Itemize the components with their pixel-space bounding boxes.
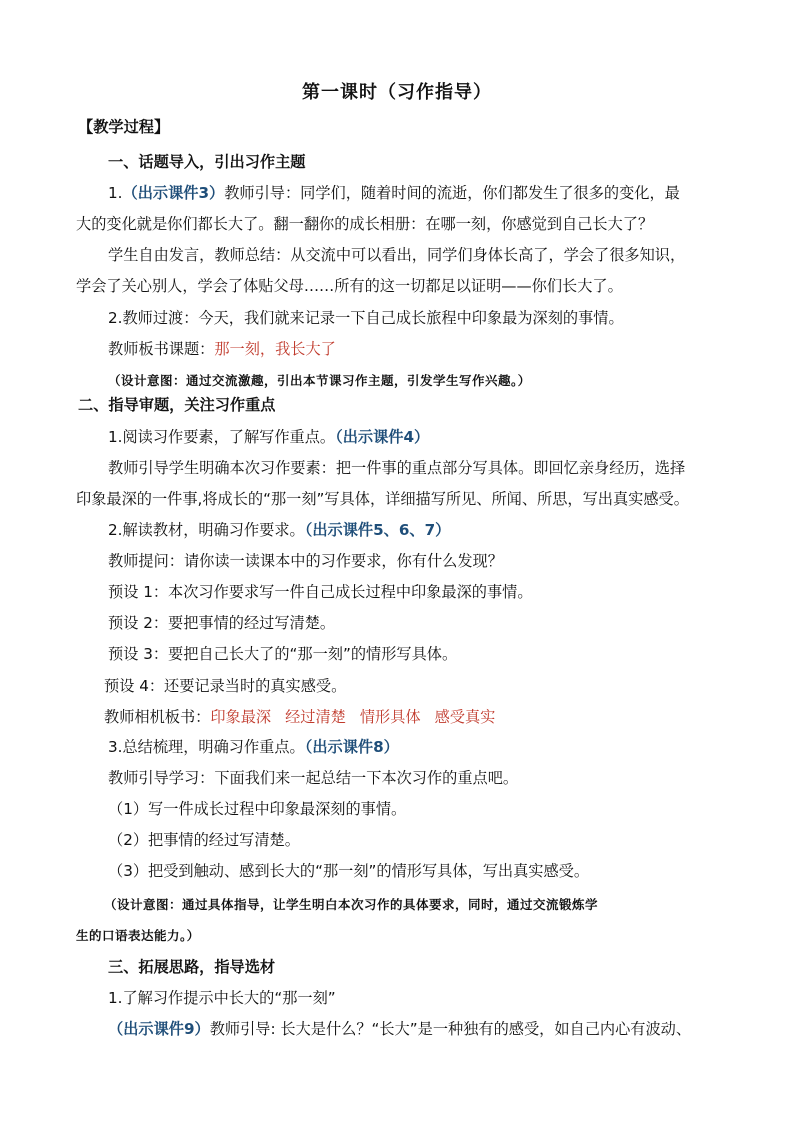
text-line [104,676,346,696]
design-intent: （设计意图：通过具体指导，让学生明白本次习作的具体要求，同时，通过交流锻炼学 [104,897,599,912]
text-line [76,489,689,509]
text-segment: 3.总结梳理，明确习作重点。 [108,738,305,756]
board-writing: 经过清楚 [285,708,346,726]
text-segment: 教师相机板书： [104,708,211,726]
text-segment: 1.了解习作提示中长大的“那一刻” [108,989,336,1007]
text-segment: 2.解读教材，明确习作要求。 [108,521,305,539]
design-intent: （设计意图：通过交流激趣，引出本节课习作主题，引发学生写作兴趣。） [108,373,531,388]
text-segment: （3）把受到触动、感到长大的“那一刻”的情形写具体，写出真实感受。 [108,862,590,880]
text-line [108,152,305,172]
text-line [108,768,518,788]
text-segment: 教师引导学生明确本次习作要素：把一件事的重点部分写具体。即回忆亲身经历，选择 [108,459,686,477]
design-note [108,370,531,391]
text-line [108,245,685,265]
text-segment: 教师提问：请你读一读课本中的习作要求，你有什么发现？ [108,552,503,570]
section-heading: 三、拓展思路，指导选材 [108,958,276,976]
text-line [108,957,275,977]
text-segment: 学生自由发言，教师总结：从交流中可以看出，同学们身体长高了，学会了很多知识， [108,246,686,264]
text-segment: 学会了关心别人，学会了体贴父母……所有的这一切都足以证明——你们长大了。 [76,277,623,295]
design-note [104,894,598,915]
text-segment: 教师引导：同学们，随着时间的流逝，你们都发生了很多的变化，最 [224,184,680,202]
text-line [108,427,429,447]
text-segment: 预设 2：要把事情的经过写清楚。 [108,614,336,632]
text-segment: 大的变化就是你们都长大了。翻一翻你的成长相册：在哪一刻，你感觉到自己长大了？ [76,215,654,233]
courseware-ref: （出示课件8） [304,738,399,756]
text-segment: 2.教师过渡：今天，我们就来记录一下自己成长旅程中印象最为深刻的事情。 [108,309,624,327]
section-heading: 二、指导审题，关注习作重点 [78,396,276,414]
text-line [108,830,300,850]
text-line [108,582,533,602]
board-writing: 印象最深 [210,708,272,726]
text-segment: 预设 1：本次习作要求写一件自己成长过程中印象最深的事情。 [108,583,533,601]
courseware-ref: （出示课件5、6、7） [304,521,451,539]
text-line [78,395,275,415]
text-line [108,1019,691,1039]
text-segment: 教师引导学习：下面我们来一起总结一下本次习作的重点吧。 [108,769,519,787]
text-segment: 预设 3：要把自己长大了的“那一刻”的情形写具体。 [108,645,458,663]
text-line [76,214,653,234]
text-line [108,183,680,203]
board-writing: 感受真实 [434,708,496,726]
section-heading: 一、话题导入，引出习作主题 [108,153,306,171]
text-line [108,339,336,359]
text-segment: 教师引导: 长大是什么？“长大”是一种独有的感受，如自己内心有波动、 [209,1020,692,1038]
text-segment: 1.阅读习作要素，了解写作重点。 [108,428,336,446]
text-line [108,520,450,540]
text-line [104,707,495,727]
courseware-ref: （出示课件9） [108,1020,210,1038]
text-line [108,308,624,328]
text-segment: 教师板书课题： [108,340,215,358]
courseware-ref: （出示课件4） [335,428,430,446]
text-line [108,988,336,1008]
text-line [108,613,335,633]
text-line [108,737,399,757]
text-segment: （2）把事情的经过写清楚。 [108,831,300,849]
text-segment: 印象最深的一件事,将成长的“那一刻”写具体，详细描写所见、所闻、所思，写出真实感受。 [76,490,689,508]
text-line [76,276,623,296]
text-line [108,551,503,571]
page-title: 第一课时（习作指导） [302,82,492,103]
text-line [108,861,589,881]
text-segment: 1. [108,184,123,202]
text-segment: 预设 4：还要记录当时的真实感受。 [104,677,347,695]
design-intent: 生的口语表达能力。） [76,928,200,943]
text-line [108,458,685,478]
design-note [76,925,200,946]
text-segment: （1）写一件成长过程中印象最深刻的事情。 [108,800,407,818]
board-writing: 那一刻，我长大了 [214,340,336,358]
text-line [78,117,169,137]
board-writing: 情形具体 [359,708,421,726]
section-heading: 【教学过程】 [78,118,170,136]
text-line [108,799,406,819]
text-line [108,644,457,664]
courseware-ref: （出示课件3） [122,184,225,202]
